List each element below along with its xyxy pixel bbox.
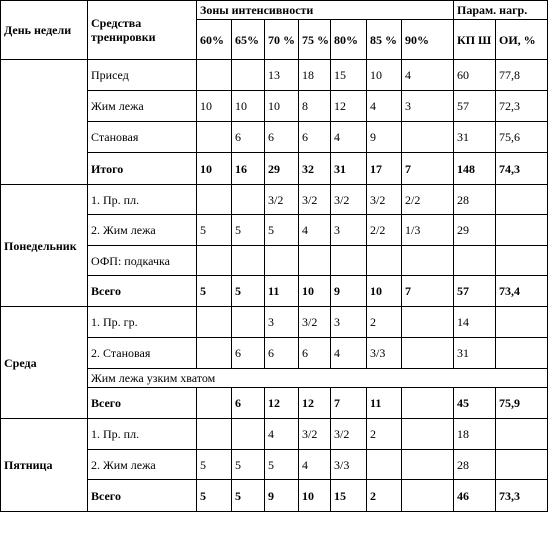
value-cell [232, 185, 265, 215]
value-cell: 5 [265, 450, 299, 480]
value-cell: 5 [197, 276, 232, 307]
header-means: Средства тренировки [88, 1, 197, 60]
value-cell: 73,4 [496, 276, 548, 307]
header-zone-label: 65% [232, 20, 265, 60]
value-cell: 7 [402, 276, 454, 307]
value-cell: 57 [454, 276, 496, 307]
value-cell: 3/2 [265, 185, 299, 215]
value-cell: 3/2 [299, 307, 331, 338]
value-cell [402, 480, 454, 512]
header-zone-label: 70 % [265, 20, 299, 60]
value-cell: 10 [299, 480, 331, 512]
value-cell: 10 [232, 91, 265, 122]
value-cell [197, 338, 232, 369]
day-cell-monday: Понедельник [1, 185, 88, 307]
header-zones: Зоны интенсивности [197, 1, 454, 20]
value-cell: 4 [265, 419, 299, 450]
value-cell [496, 419, 548, 450]
value-cell: 6 [232, 122, 265, 153]
value-cell: 75,9 [496, 388, 548, 419]
value-cell [496, 338, 548, 369]
header-params: Парам. нагр. [454, 1, 548, 20]
value-cell: 5 [232, 480, 265, 512]
value-cell [402, 307, 454, 338]
value-cell [402, 338, 454, 369]
row-label: 1. Пр. пл. [88, 419, 197, 450]
header-zone-label: 90% [402, 20, 454, 60]
value-cell: 3/2 [299, 419, 331, 450]
value-cell: 45 [454, 388, 496, 419]
row-label: Жим лежа [88, 91, 197, 122]
value-cell [265, 246, 299, 276]
value-cell: 10 [197, 91, 232, 122]
row-label: 2. Жим лежа [88, 450, 197, 480]
value-cell [197, 122, 232, 153]
value-cell [232, 60, 265, 91]
value-cell: 5 [232, 215, 265, 246]
value-cell: 11 [367, 388, 402, 419]
value-cell: 73,3 [496, 480, 548, 512]
value-cell: 12 [299, 388, 331, 419]
value-cell: 4 [402, 60, 454, 91]
value-cell [496, 215, 548, 246]
row-label: 2. Жим лежа [88, 215, 197, 246]
value-cell: 18 [299, 60, 331, 91]
value-cell: 11 [265, 276, 299, 307]
value-cell: 29 [454, 215, 496, 246]
value-cell: 7 [331, 388, 367, 419]
value-cell [496, 246, 548, 276]
value-cell: 3/2 [331, 419, 367, 450]
value-cell: 6 [232, 338, 265, 369]
header-zone-label: 80% [331, 20, 367, 60]
row-label: Всего [88, 388, 197, 419]
value-cell: 10 [197, 153, 232, 185]
row-label: 1. Пр. пл. [88, 185, 197, 215]
value-cell: 5 [197, 480, 232, 512]
value-cell: 74,3 [496, 153, 548, 185]
row-label: Всего [88, 480, 197, 512]
value-cell: 10 [367, 276, 402, 307]
value-cell: 9 [367, 122, 402, 153]
value-cell: 3 [402, 91, 454, 122]
header-param-label: КП Ш [454, 20, 496, 60]
value-cell: 5 [197, 450, 232, 480]
value-cell [402, 419, 454, 450]
value-cell [402, 122, 454, 153]
value-cell: 7 [402, 153, 454, 185]
value-cell: 77,8 [496, 60, 548, 91]
value-cell [197, 307, 232, 338]
header-zone-label: 60% [197, 20, 232, 60]
value-cell [367, 450, 402, 480]
header-day: День недели [1, 1, 88, 60]
value-cell: 1/3 [402, 215, 454, 246]
value-cell: 5 [232, 276, 265, 307]
table-row [1, 60, 548, 91]
note-cell: Жим лежа узким хватом [88, 369, 548, 388]
value-cell: 8 [299, 91, 331, 122]
value-cell: 5 [197, 215, 232, 246]
day-cell-friday: Пятница [1, 419, 88, 512]
value-cell: 15 [331, 480, 367, 512]
row-label: ОФП: подкачка [88, 246, 197, 276]
value-cell: 32 [299, 153, 331, 185]
value-cell: 4 [299, 450, 331, 480]
value-cell: 18 [454, 419, 496, 450]
value-cell: 4 [367, 91, 402, 122]
header-zone-label: 85 % [367, 20, 402, 60]
value-cell [197, 185, 232, 215]
value-cell: 46 [454, 480, 496, 512]
value-cell [331, 246, 367, 276]
value-cell: 3/3 [367, 338, 402, 369]
value-cell: 6 [232, 388, 265, 419]
value-cell: 2 [367, 480, 402, 512]
value-cell: 10 [265, 91, 299, 122]
value-cell: 2 [367, 307, 402, 338]
value-cell [197, 419, 232, 450]
row-label: 1. Пр. гр. [88, 307, 197, 338]
value-cell: 3 [265, 307, 299, 338]
value-cell [402, 246, 454, 276]
day-cell-wednesday: Среда [1, 307, 88, 419]
value-cell: 3 [331, 307, 367, 338]
value-cell: 12 [331, 91, 367, 122]
value-cell [197, 388, 232, 419]
table-row [1, 185, 548, 215]
value-cell: 4 [331, 122, 367, 153]
value-cell [299, 246, 331, 276]
value-cell: 31 [331, 153, 367, 185]
table-row [1, 307, 548, 338]
value-cell [496, 185, 548, 215]
value-cell: 3 [331, 215, 367, 246]
value-cell: 2/2 [402, 185, 454, 215]
value-cell: 28 [454, 450, 496, 480]
value-cell: 75,6 [496, 122, 548, 153]
value-cell: 5 [265, 215, 299, 246]
value-cell: 15 [331, 60, 367, 91]
value-cell: 5 [232, 450, 265, 480]
value-cell: 4 [331, 338, 367, 369]
value-cell: 12 [265, 388, 299, 419]
value-cell [454, 246, 496, 276]
value-cell: 31 [454, 338, 496, 369]
value-cell: 6 [299, 122, 331, 153]
value-cell: 4 [299, 215, 331, 246]
value-cell [496, 307, 548, 338]
row-label: Всего [88, 276, 197, 307]
value-cell: 6 [265, 122, 299, 153]
value-cell: 3/3 [331, 450, 367, 480]
value-cell: 6 [299, 338, 331, 369]
value-cell: 13 [265, 60, 299, 91]
value-cell [402, 388, 454, 419]
header-zone-label: 75 % [299, 20, 331, 60]
value-cell: 6 [265, 338, 299, 369]
row-label: 2. Становая [88, 338, 197, 369]
value-cell: 17 [367, 153, 402, 185]
row-label: Итого [88, 153, 197, 185]
value-cell: 31 [454, 122, 496, 153]
value-cell: 3/2 [367, 185, 402, 215]
value-cell: 10 [299, 276, 331, 307]
day-cell-summary [1, 60, 88, 185]
value-cell: 28 [454, 185, 496, 215]
value-cell [496, 450, 548, 480]
value-cell: 148 [454, 153, 496, 185]
value-cell [232, 419, 265, 450]
value-cell [402, 450, 454, 480]
value-cell: 60 [454, 60, 496, 91]
value-cell: 3/2 [299, 185, 331, 215]
value-cell [197, 60, 232, 91]
value-cell: 29 [265, 153, 299, 185]
value-cell: 2 [367, 419, 402, 450]
value-cell [197, 246, 232, 276]
header-param-label: ОИ, % [496, 20, 548, 60]
row-label: Присед [88, 60, 197, 91]
value-cell [232, 246, 265, 276]
value-cell: 72,3 [496, 91, 548, 122]
value-cell: 16 [232, 153, 265, 185]
row-label: Становая [88, 122, 197, 153]
value-cell [367, 246, 402, 276]
value-cell: 57 [454, 91, 496, 122]
value-cell: 10 [367, 60, 402, 91]
value-cell: 2/2 [367, 215, 402, 246]
value-cell: 9 [331, 276, 367, 307]
value-cell: 3/2 [331, 185, 367, 215]
table-row [1, 419, 548, 450]
value-cell [232, 307, 265, 338]
value-cell: 14 [454, 307, 496, 338]
value-cell: 9 [265, 480, 299, 512]
table-row [1, 1, 548, 20]
